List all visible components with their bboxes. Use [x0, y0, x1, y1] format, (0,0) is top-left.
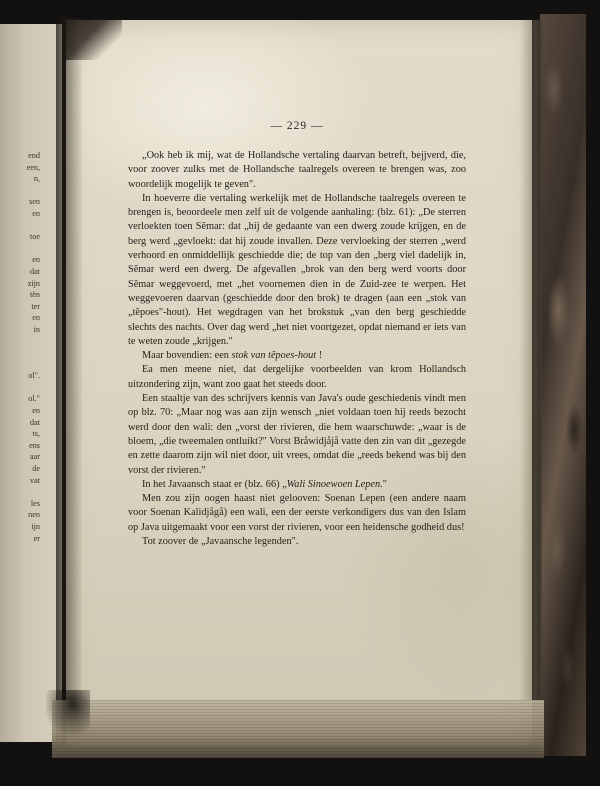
left-page-line: in	[33, 324, 40, 334]
left-page-line: er	[33, 533, 40, 543]
left-page-line: ts,	[32, 429, 40, 439]
page-corner-shadow	[66, 20, 122, 60]
italic-phrase: stok van tĕpoes-hout	[231, 350, 317, 362]
left-page-line	[0, 347, 40, 359]
left-page-line: dat	[29, 417, 40, 427]
paragraph: Tot zoover de „Javaansche legenden".	[142, 536, 299, 548]
paragraph: „Ook heb ik mij, wat de Hollandsche vertaling daarvan betreft, bejjverd, die, voor zoover zulks met de Hollandsche taalregels overeen te brengen was, zoo woordelijk mogelijk te geven".	[128, 150, 466, 190]
left-page-line: de	[32, 464, 40, 474]
left-page-line: en	[32, 313, 40, 323]
left-page-line	[0, 185, 40, 197]
left-page-line	[0, 486, 40, 498]
left-page-line: end	[28, 151, 40, 160]
left-page-line: n,	[33, 174, 40, 184]
left-page-line: ol".	[28, 371, 40, 381]
left-page-line: ter	[31, 301, 40, 311]
paragraph: In hoeverre die vertaling werkelijk met de Hollandsche taalregels overeen te brengen is, beoordeele men zelf uit de volgende aanhaling: (blz. 61): „De sterren verloekten toen Sĕmar: dat „hij de gedaante van een dwerg zoude krijgen, en de berg werd „gevloekt: dat hij zoude invallen. Deze vervloeking der sterren „werd verhoord en onmiddellijk geschiedde die; de top van den „berg viel dadelijk in, Sĕmar werd een dwerg. De afgevallen „brok van den berg werd voorts door Sĕmar weggevoerd, met „het voornemen dien in de Zuid-zee te werpen. Het weggevoeren daarvan (geschiedde door den brok) te dragen (aan een „stok van „tĕpoes"-hout). Het wegdragen van het brokstuk „van den berg geschiedde slechts des nachts. Over dag werd „het niet voortgezet, opdat niemand er iets van te weten zoude „krijgen."	[128, 192, 466, 347]
left-page-line	[0, 243, 40, 255]
left-page-line	[0, 220, 40, 232]
left-page-line: nen	[28, 510, 40, 520]
left-page-line: en	[32, 208, 40, 218]
left-page-line: en	[32, 255, 40, 265]
marbled-book-edge	[540, 14, 586, 756]
paragraph: Men zou zijn oogen haast niet gelooven: Soenan Lepen (een andere naam voor Soenan Kalidjågå) een wali, een der eerste verkondigers dus van den Islam op Java uitgemaakt voor een vorst der rivieren, voor een heidensche godheid dus!	[128, 493, 466, 533]
left-page-line: sen	[29, 197, 40, 207]
left-page-line	[0, 336, 40, 348]
paragraph: In het Javaansch staat er (blz. 66) „Wali Sinoewoen Lepen."	[142, 478, 387, 490]
left-page-text-fragment	[0, 150, 44, 544]
left-page-line: toe	[29, 232, 40, 242]
left-page-line	[0, 359, 40, 371]
page-number: — 229 —	[270, 120, 324, 132]
left-page-line: tën	[29, 290, 40, 300]
left-page-line: aar	[30, 452, 40, 462]
spine-shadow	[46, 690, 90, 760]
paragraph: Ea men meene niet, dat dergelijke voorbeelden van krom Hollandsch uitzondering zijn, want zoo gaat het steeds door.	[128, 364, 466, 390]
left-page-line: ol."	[28, 394, 40, 404]
paragraph-list	[128, 149, 466, 549]
paragraph: Een staaltje van des schrijvers kennis van Java's oude geschiedenis vindt men op blz. 70: „Maar nog was aan zijn wensch „niet voldaan toen hij reeds bezocht werd door den wali: den „vorst der rivieren, die hem waarschuwde: „waar is de bloem, „die tweemalen ontluikt?" Vorst Bråwidjåjå vatte den zin van dit „gezegde en zette daarom zijn wil niet door, uit vrees, omdat die „reeds bekend was bij den vorst der rivieren."	[128, 393, 466, 476]
left-page-line: zijn	[27, 278, 40, 288]
italic-phrase: Wali Sinoewoen Lepen.	[286, 478, 383, 490]
left-page-line: ens	[29, 440, 40, 450]
left-page-line: en	[32, 406, 40, 416]
page-edge-right-shadow	[520, 20, 542, 746]
page-text-block	[128, 120, 466, 549]
paragraph: Maar bovendien: een stok van tĕpoes-hout !	[142, 350, 323, 362]
left-page-line	[0, 382, 40, 394]
left-page-line: dat	[29, 266, 40, 276]
left-page-line: ijn	[31, 522, 40, 531]
left-page-line: vat	[29, 475, 40, 485]
left-page-line: les	[30, 498, 40, 508]
left-page-line: een,	[26, 162, 40, 172]
book-block-bottom-edge	[52, 700, 544, 758]
